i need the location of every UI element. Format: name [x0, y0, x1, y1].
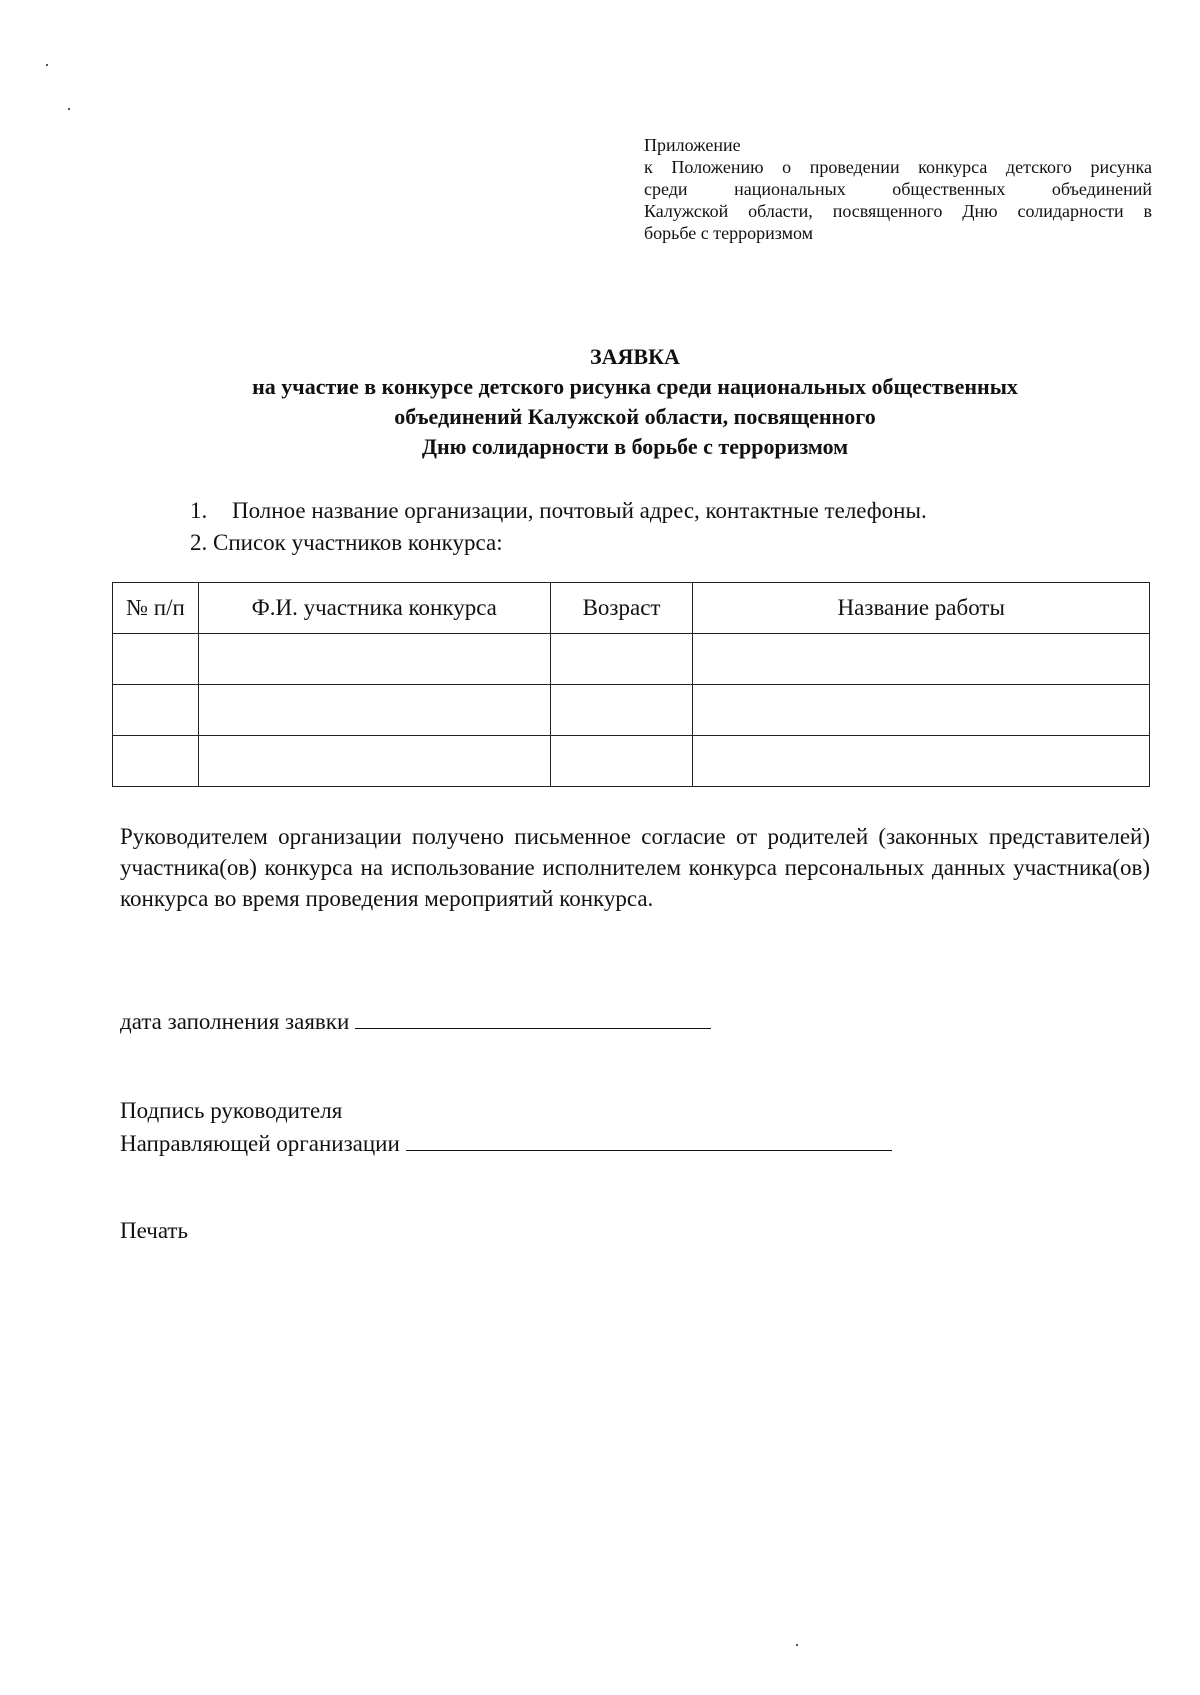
- stamp-row: [120, 1216, 188, 1246]
- table-cell[interactable]: [198, 634, 550, 685]
- scan-speck: [796, 1644, 798, 1646]
- signature-input-line[interactable]: [406, 1126, 892, 1151]
- document-title: [120, 342, 1150, 462]
- list-item-text: Полное название организации, почтовый адрес, контактные телефоны.: [232, 498, 927, 523]
- appendix-title: Приложение: [644, 135, 741, 155]
- table-row: [113, 685, 1150, 736]
- column-header-name: Ф.И. участника конкурса: [198, 583, 550, 634]
- table-cell[interactable]: [113, 736, 199, 787]
- signature-field-row: [120, 1126, 892, 1159]
- requirements-list: [190, 495, 1110, 559]
- column-header-work-title: Название работы: [693, 583, 1150, 634]
- list-item: [190, 495, 1110, 527]
- table-cell[interactable]: [113, 685, 199, 736]
- table-cell[interactable]: [693, 736, 1150, 787]
- signature-label: Подпись руководителя: [120, 1098, 343, 1123]
- table-cell[interactable]: [198, 736, 550, 787]
- consent-paragraph: Руководителем организации получено письменное согласие от родителей (законных представителей) участника(ов) конкурса на использование исполнителем конкурса персональных данных участника(ов) конкурса во время проведения мероприятий конкурса.: [120, 824, 1150, 911]
- participants-table: [112, 582, 1150, 787]
- column-header-number: № п/п: [113, 583, 199, 634]
- scan-speck: [68, 108, 70, 110]
- signature-label-row: [120, 1096, 342, 1126]
- date-label: дата заполнения заявки: [120, 1009, 350, 1034]
- appendix-line: к Положению о проведении конкурса детского рисунка: [644, 157, 1152, 177]
- list-item-number: 1.: [190, 498, 208, 523]
- date-input-line[interactable]: [355, 1004, 711, 1029]
- table-cell[interactable]: [693, 634, 1150, 685]
- table-cell[interactable]: [550, 736, 693, 787]
- organization-label: Направляющей организации: [120, 1131, 400, 1156]
- table-cell[interactable]: [113, 634, 199, 685]
- table-cell[interactable]: [198, 685, 550, 736]
- title-line: на участие в конкурсе детского рисунка среди национальных общественных: [252, 374, 1018, 399]
- table-cell[interactable]: [693, 685, 1150, 736]
- table-cell[interactable]: [550, 634, 693, 685]
- list-item: 2. Список участников конкурса:: [190, 530, 503, 555]
- scan-speck: [46, 64, 48, 66]
- stamp-label: Печать: [120, 1218, 188, 1243]
- appendix-line: Калужской области, посвященного Дню солидарности в: [644, 201, 1152, 221]
- title-line: Дню солидарности в борьбе с терроризмом: [421, 434, 849, 459]
- title-line: объединений Калужской области, посвященного: [394, 404, 876, 429]
- table-cell[interactable]: [550, 685, 693, 736]
- column-header-age: Возраст: [550, 583, 693, 634]
- title-heading: ЗАЯВКА: [590, 344, 680, 369]
- table-row: [113, 634, 1150, 685]
- table-header-row: [113, 583, 1150, 634]
- appendix-note: [644, 134, 1152, 244]
- table-row: [113, 736, 1150, 787]
- appendix-line: борьбе с терроризмом: [644, 223, 814, 243]
- date-field-row: [120, 1004, 711, 1037]
- appendix-line: среди национальных общественных объединений: [644, 179, 1152, 199]
